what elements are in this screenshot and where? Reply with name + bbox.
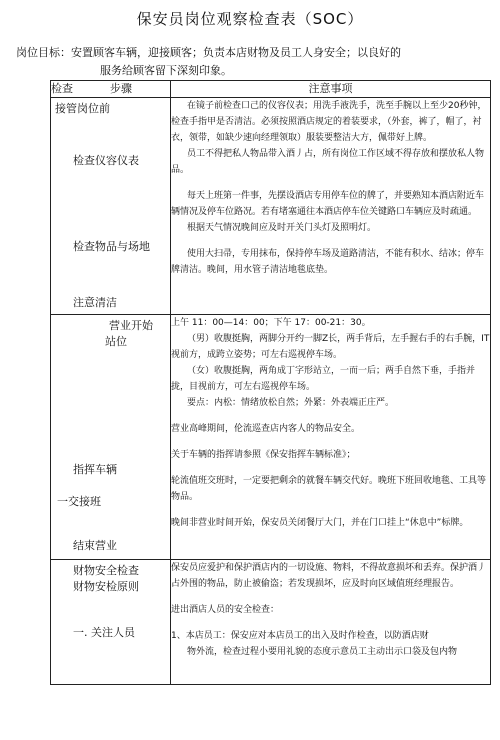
step-label-property-check: 财物安全检查 [73, 564, 139, 577]
table-row-before-shift [51, 98, 491, 315]
notes-cell-property-safety [171, 560, 491, 685]
step-cell-property-safety [51, 560, 171, 685]
note-paragraph: 关于车辆的指挥请参照《保安指挥车辆标准》； [171, 450, 356, 460]
notes-cell-before-shift [171, 98, 491, 315]
note-paragraph: 要点：内松：情绪放松自然；外紧：外表端正庄严。 [187, 398, 395, 408]
step-label-position: 站位 [105, 335, 127, 348]
note-paragraph: （男）收腹挺胸，两脚分开约一脚Z长，两手背后，左手握右手的右手腕，IT视前方，成跨立姿势；可左右巡视停车场。 [171, 334, 490, 360]
header-notes: 注意事项 [171, 81, 491, 98]
step-label-open: 营业开始 [109, 319, 153, 332]
note-paragraph: 1、本店员工：保安应对本店员工的出入及时作检查，以防酒店财 [171, 631, 429, 641]
step-label-direct-vehicles: 指挥车辆 [73, 463, 117, 476]
job-goal-line-1: 岗位目标：安置顾客车辆，迎接顾客；负责本店财物及员工人身安全；以良好的 [16, 46, 401, 59]
note-paragraph: 每天上班第一件事，先摆设酒店专用停车位的牌了，并要熟知本酒店附近车辆情况及停车位路况。若有堵塞通往本酒店停车位关键路口车辆应及时疏通。 [171, 191, 485, 217]
inspection-table [50, 80, 491, 685]
step-label-take-post: 接管岗位前 [55, 102, 110, 115]
note-paragraph: （女）收腹挺胸，两角成丁字形站立，一而一后；两手自然下垂，手指并拢，目视前方，可左右巡视停车场。 [171, 366, 476, 392]
step-cell-before-shift [51, 98, 171, 315]
page-title: 保安员岗位观察检查表（SOC） [136, 10, 364, 28]
table-header-row [51, 81, 491, 98]
note-paragraph: 员工不得把私人物品带入酒丿占，所有岗位工作区域不得存放和摆放私人物品。 [171, 149, 485, 175]
header-check-step [51, 81, 171, 98]
step-label-watch-people: 一. 关注人员 [73, 626, 135, 639]
table-row-business-hours [51, 315, 491, 560]
job-goal [16, 44, 486, 80]
header-check: 检查 [51, 82, 73, 95]
step-label-handover: 一交接班 [57, 495, 101, 508]
table-row-property-safety [51, 560, 491, 685]
step-label-cleaning: 注意清洁 [73, 296, 117, 309]
note-paragraph: 在镜子前检查口己的仪容仪表；用洗手液洗手，洗至手腕以上至少20秒钟，检查手指甲是否清洁。必须按照酒店规定的着装要求，（外套，裤了，帽了，衬衣，领带，如缺少速向经理领取）服装要整洁大方，佩带好上牌。 [171, 101, 487, 143]
step-label-safety-principle: 财物安检原则 [73, 580, 139, 593]
step-label-close: 结束营业 [73, 539, 117, 552]
notes-cell-business-hours [171, 315, 491, 560]
header-step: 步骤 [110, 82, 132, 95]
note-paragraph: 进出酒店人员的安全检查： [171, 605, 280, 615]
step-label-check-appearance: 检查仪容仪表 [73, 154, 139, 167]
note-paragraph: 轮流值班交班时，一定要把剩余的就餐车辆交代好。晚班下班回收地毯、工具等物品。 [171, 476, 487, 502]
note-paragraph: 上午 11：00—14：00；下午 17：00-21：30。 [171, 318, 371, 328]
step-cell-business-hours [51, 315, 171, 560]
step-label-check-items: 检查物品与场地 [73, 240, 150, 253]
note-paragraph: 使用大扫帚，专用抹布，保持停车场及道路清洁，不能有积水、结冰；停车牌清洁。晚间，用水管子清洁地毯底垫。 [171, 249, 485, 275]
note-paragraph: 晚间非营业时间开始，保安员关闭餐厅大门，并在门口挂上“休息中”标牌。 [171, 518, 469, 528]
note-paragraph: 根据天气情况晚间应及时开关门头灯及照明灯。 [187, 223, 377, 233]
job-goal-line-2: 服务给顾客留下深刻印象。 [100, 64, 232, 77]
note-paragraph: 保安员应爱护和保护酒店内的一切设施、物料，不得故意损坏和丢弃。保护酒丿占外围的物品，防止被偷盗；若发现损坏，应及时向区域值班经理报告。 [171, 563, 487, 589]
note-paragraph: 营业高峰期间，伦流巡查店内客人的物品安全。 [171, 424, 361, 434]
note-paragraph: 物外流，检查过程小要用礼貌的态度示意员工主动出示口袋及包内物 [187, 647, 458, 657]
